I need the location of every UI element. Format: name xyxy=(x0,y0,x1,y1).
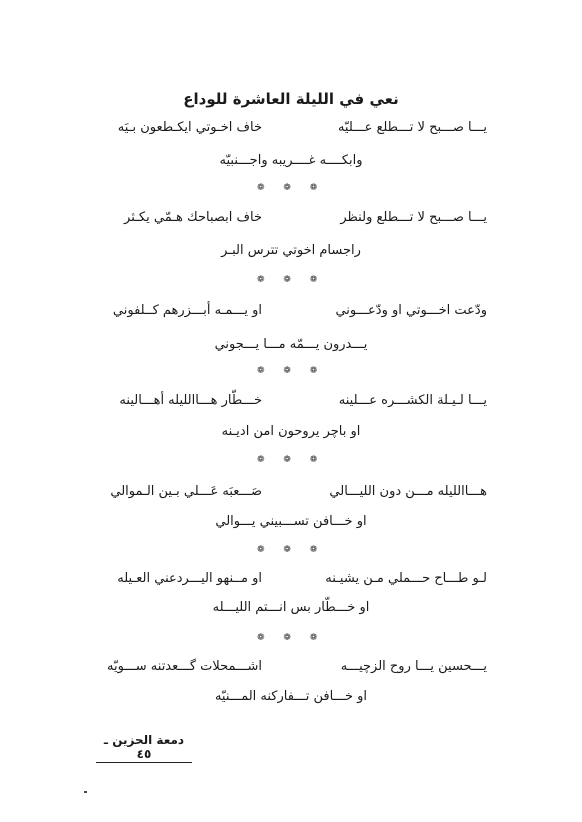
stanza-2-hemistich-right: يـــا صـــبح لا تـــطلع ولنظر xyxy=(340,210,487,225)
stanza-7-hemistich-left: اشـــمحلات گـــعدتنه ســـويّه xyxy=(107,659,262,674)
stanza-4-hemistich-left: خـــطّار هـــاالليله أهـــالينه xyxy=(119,393,262,408)
stanza-2-second-line: راجسام اخوتي تترس البـر xyxy=(221,243,361,258)
stanza-3-hemistich-left: او يـــمـه أبـــزرهم كــلفوني xyxy=(112,303,262,318)
stanza-5-second-line: او خـــافن تســـبيني يـــوالي xyxy=(215,514,367,529)
stanza-separator: ❁ ❁ ❁ xyxy=(256,455,326,465)
stanza-1-hemistich-right: يـــا صـــبح لا تـــطلع عـــليّه xyxy=(337,120,487,135)
stanza-3-second-line: يـــدرون يـــمّه مـــا يـــجوني xyxy=(214,337,368,352)
stanza-6-second-line: او خـــطّار بس انـــتم الليـــله xyxy=(212,600,370,615)
stanza-1-second-line: وابكــــه غــــريبه واجـــنبيّه xyxy=(219,153,363,168)
stanza-separator: ❁ ❁ ❁ xyxy=(256,366,326,376)
page-footer: دمعة الحزين ـ ٤٥ xyxy=(96,733,192,763)
stanza-6-hemistich-right: لـو طـــاح حـــملي مـن يشيـنه xyxy=(325,571,487,586)
poem-title: نعي في الليلة العاشرة للوداع xyxy=(183,90,399,108)
stanza-separator: ❁ ❁ ❁ xyxy=(256,545,326,555)
stanza-4-second-line: او باچر يروحون امن اديـنه xyxy=(221,424,361,439)
stanza-7-second-line: او خـــافن تـــفاركنه المـــنيّه xyxy=(214,689,368,704)
stanza-3-hemistich-right: ودّعت اخـــوتي او ودّعـــوني xyxy=(335,303,487,318)
stanza-separator: ❁ ❁ ❁ xyxy=(256,633,326,643)
stanza-1-hemistich-left: خاف اخـوتي ايكـطعون بـيَه xyxy=(117,120,262,135)
stanza-2-hemistich-left: خاف ابصباحك هـمّي يكـثر xyxy=(124,210,262,225)
stanza-separator: ❁ ❁ ❁ xyxy=(256,183,326,193)
stanza-5-hemistich-right: هـــاالليله مـــن دون الليـــالي xyxy=(329,484,487,499)
stanza-6-hemistich-left: او مــنهو اليـــردعني العـيله xyxy=(117,571,262,586)
scan-speck xyxy=(84,791,87,793)
stanza-7-hemistich-right: يـــحسين يـــا روح الزچيـــه xyxy=(340,659,487,674)
stanza-4-hemistich-right: يـــا لـيـلة الكشـــره عـــلينه xyxy=(338,393,487,408)
stanza-separator: ❁ ❁ ❁ xyxy=(256,275,326,285)
stanza-5-hemistich-left: صَـــعبَه عَـــلي بـين الـموالي xyxy=(110,484,262,499)
